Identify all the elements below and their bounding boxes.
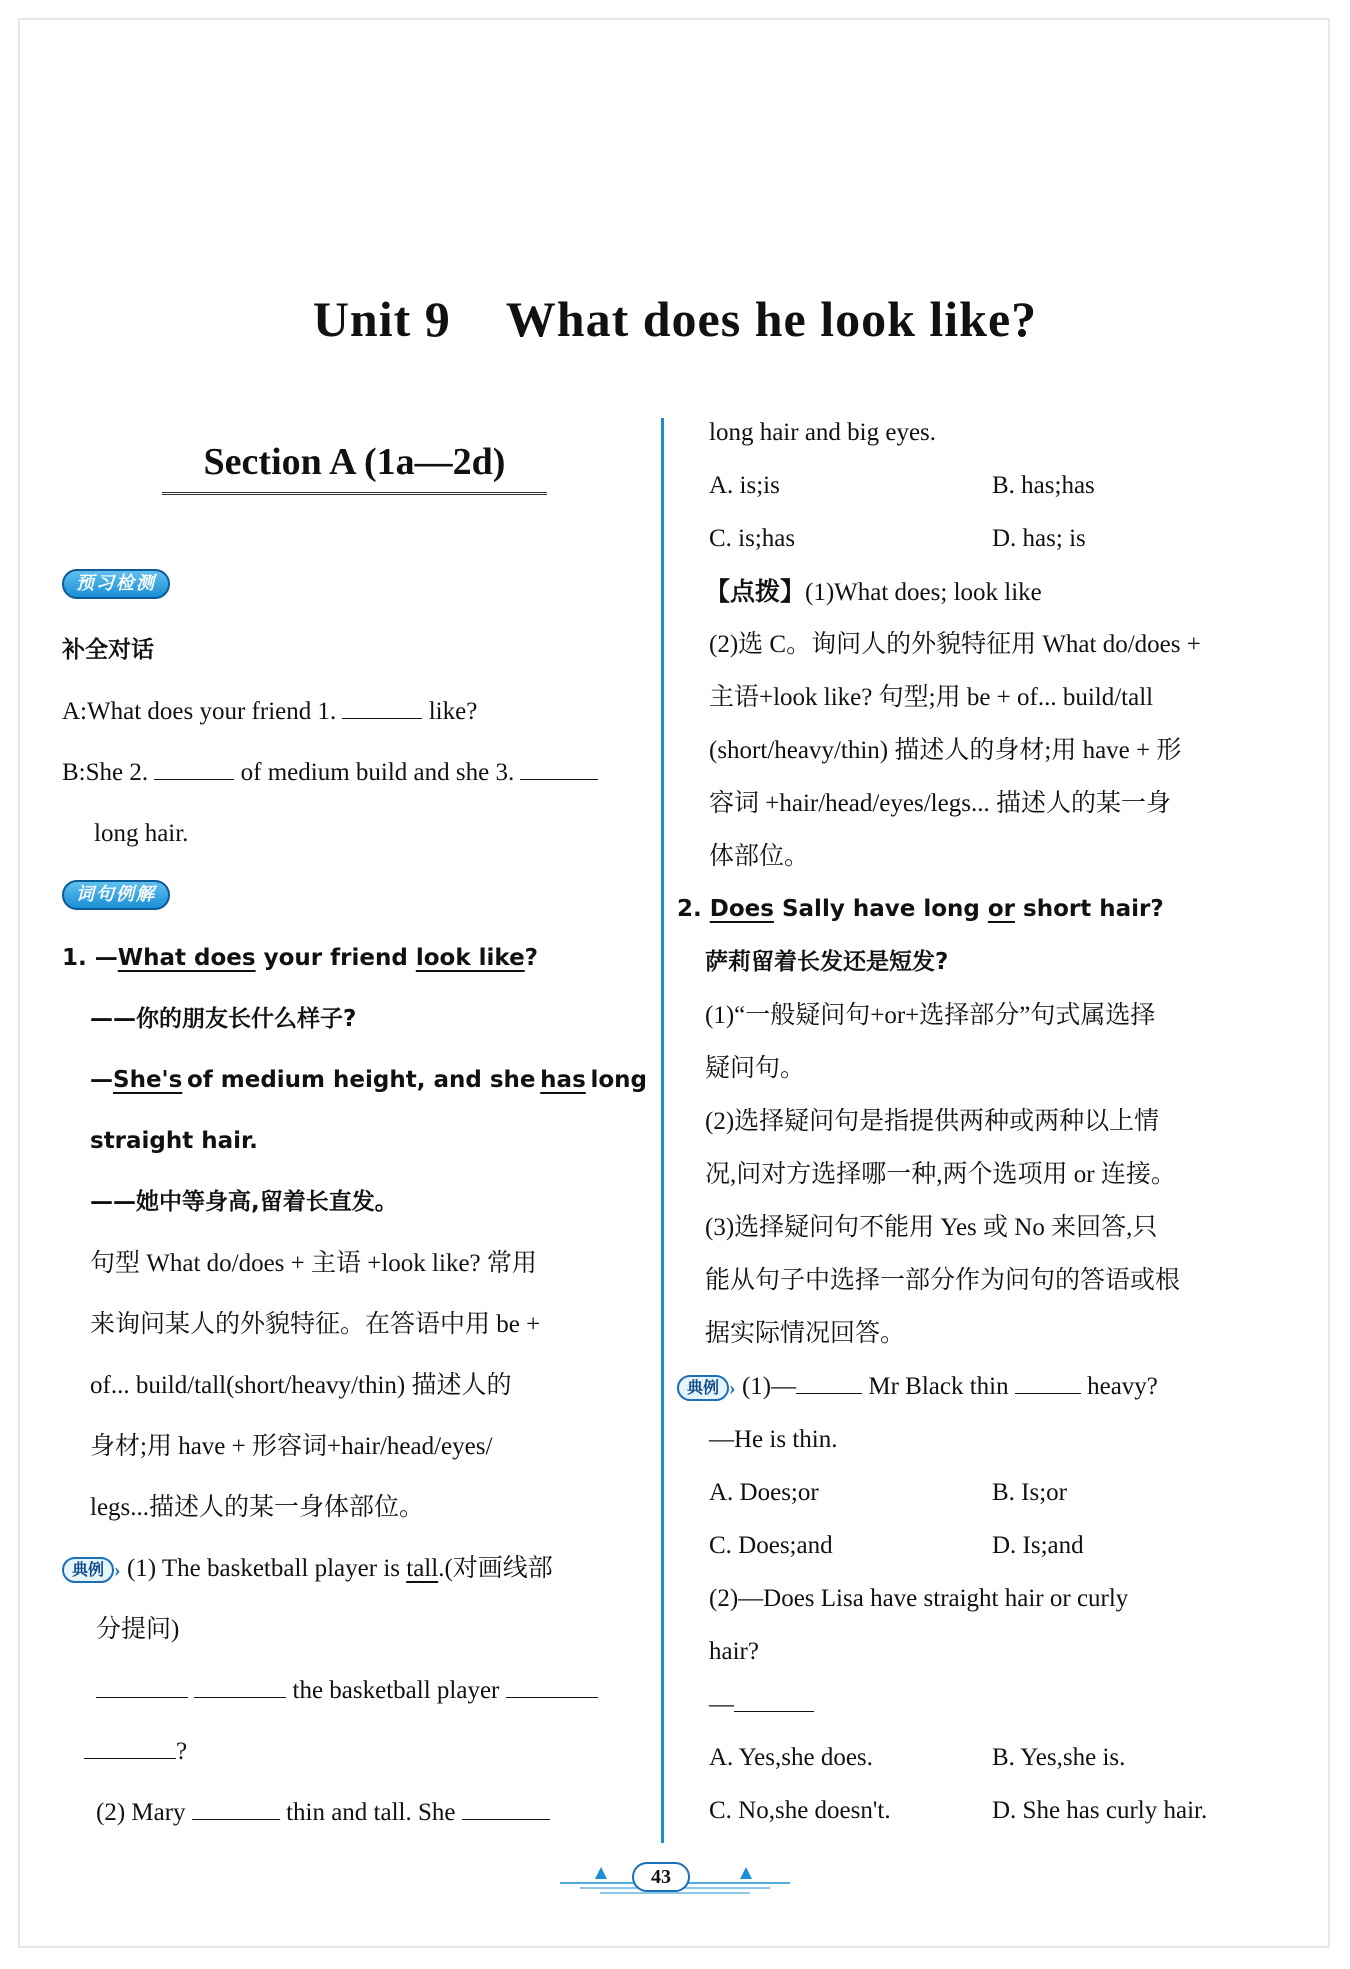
ans-end: long — [590, 1067, 647, 1093]
dialogue-b-mid: of medium build and she 3. — [240, 759, 515, 786]
dialogue-a-text: A:What does your friend 1. — [62, 698, 337, 725]
r-cont: long hair and big eyes. — [709, 419, 937, 446]
q2-end: short hair? — [1023, 896, 1164, 922]
e2-answer — [709, 1678, 814, 1731]
q1-answer-cn: ——她中等身高,留着长直发。 — [90, 1189, 398, 1215]
note-1: (1)“一般疑问句+or+选择部分”句式属选择 — [705, 1002, 1156, 1029]
q1-friend: your friend — [263, 945, 408, 971]
ans-mid: of medium height, and she — [186, 1067, 536, 1093]
option-d[interactable]: D. has; is — [992, 525, 1086, 552]
tip-label: 【点拨】 — [705, 577, 806, 606]
q1-what-does: What does — [117, 945, 256, 971]
dialogue-b — [62, 742, 598, 803]
q2-cn: 萨莉留着长发还是短发? — [705, 949, 949, 975]
e1-option-a[interactable]: A. Does;or — [709, 1479, 819, 1506]
e2-option-c[interactable]: C. No,she doesn't. — [709, 1797, 891, 1824]
explain-2: 来询问某人的外貌特征。在答语中用 be + — [90, 1311, 541, 1338]
explain-3: of... build/tall(short/heavy/thin) 描述人的 — [90, 1372, 512, 1399]
ex1-qmark: ? — [176, 1738, 188, 1765]
explain-4: 身材;用 have + 形容词+hair/head/eyes/ — [90, 1433, 493, 1460]
ans-shes: She's — [113, 1067, 183, 1093]
e1-option-b[interactable]: B. Is;or — [992, 1479, 1067, 1506]
tip-4: (short/heavy/thin) 描述人的身材;用 have + 形 — [709, 737, 1182, 764]
note-2: (2)选择疑问句是指提供两种或两种以上情 — [705, 1108, 1160, 1135]
ex2-blank-1[interactable] — [192, 1799, 280, 1820]
tip-6: 体部位。 — [709, 843, 810, 870]
tip-1: (1)What does; look like — [805, 579, 1042, 606]
fill-heading: 补全对话 — [62, 637, 154, 663]
q2-or: or — [987, 896, 1016, 922]
q2-number: 2. — [677, 896, 702, 922]
ans-dash: — — [90, 1067, 113, 1093]
q2-mid: Sally have long — [781, 896, 980, 922]
column-divider — [661, 418, 664, 1843]
preview-badge: 预习检测 — [62, 569, 170, 599]
dialogue-a-end: like? — [428, 698, 478, 725]
ex1-blank-1[interactable] — [96, 1677, 188, 1698]
tip-line-1 — [705, 565, 1042, 619]
q1-answer-cont: straight hair. — [90, 1128, 258, 1154]
q1-cn: ——你的朋友长什么样子? — [90, 1006, 357, 1032]
option-a[interactable]: A. is;is — [709, 472, 780, 499]
q2-does: Does — [709, 896, 774, 922]
ex1-blank-4[interactable] — [84, 1738, 176, 1759]
dialogue-a — [62, 681, 477, 742]
e2-blank[interactable] — [734, 1691, 814, 1712]
q1-dash: — — [94, 945, 118, 971]
e1-pre: (1)— — [741, 1373, 797, 1400]
explain-5: legs...描述人的某一身体部位。 — [90, 1494, 425, 1521]
tip-2: (2)选 C。询问人的外貌特征用 What do/does + — [709, 631, 1201, 658]
blank-2[interactable] — [154, 759, 234, 780]
ex1-tall: tall — [406, 1555, 439, 1582]
note-3: (3)选择疑问句不能用 Yes 或 No 来回答,只 — [705, 1214, 1158, 1241]
words-badge: 词句例解 — [62, 880, 170, 910]
e1-end: heavy? — [1087, 1373, 1158, 1400]
option-c[interactable]: C. is;has — [709, 525, 796, 552]
ex1-end — [84, 1721, 187, 1782]
e2-cont: hair? — [709, 1638, 759, 1665]
q1-qmark: ? — [524, 945, 539, 971]
q1-look-like: look like — [415, 945, 525, 971]
chevron-right-icon: › — [114, 1558, 121, 1581]
e1-answer: —He is thin. — [709, 1426, 838, 1453]
ex1-post: .(对画线部 — [438, 1555, 553, 1582]
star-icon — [595, 1867, 607, 1879]
q1-number: 1. — [62, 945, 87, 971]
ex2-blank-2[interactable] — [462, 1799, 550, 1820]
chevron-right-icon: › — [729, 1376, 736, 1399]
ex1-blank-3[interactable] — [506, 1677, 598, 1698]
q2-line — [677, 883, 1164, 936]
option-b[interactable]: B. has;has — [992, 472, 1095, 499]
ex1-text: (1) The basketball player is — [126, 1555, 400, 1582]
ex1-mid: the basketball player — [292, 1677, 500, 1704]
r-example-1 — [677, 1360, 1158, 1415]
e1-mid: Mr Black thin — [868, 1373, 1009, 1400]
tip-5: 容词 +hair/head/eyes/legs... 描述人的某一身 — [709, 790, 1171, 817]
explain-1: 句型 What do/does + 主语 +look like? 常用 — [90, 1250, 537, 1277]
e1-option-c[interactable]: C. Does;and — [709, 1532, 833, 1559]
e1-blank-2[interactable] — [1015, 1373, 1081, 1394]
page-number: 43 — [632, 1862, 690, 1892]
example-badge: 典例 — [62, 1557, 114, 1583]
tip-3: 主语+look like? 句型;用 be + of... build/tall — [709, 684, 1154, 711]
star-icon — [740, 1867, 752, 1879]
ex1-blank-2[interactable] — [194, 1677, 286, 1698]
q1-answer — [90, 1050, 647, 1111]
e1-blank-1[interactable] — [796, 1373, 862, 1394]
ex2-text: (2) Mary — [96, 1799, 186, 1826]
blank-1[interactable] — [342, 698, 422, 719]
dialogue-b-text: B:She 2. — [62, 759, 149, 786]
dialogue-b-cont: long hair. — [94, 820, 189, 847]
note-2b: 况,问对方选择哪一种,两个选项用 or 连接。 — [705, 1161, 1176, 1188]
unit-number: Unit 9 — [312, 291, 451, 347]
ex2-line — [96, 1782, 550, 1843]
note-3b: 能从句子中选择一部分作为问句的答语或根 — [705, 1267, 1181, 1294]
ex1-cont: 分提问) — [96, 1616, 180, 1643]
e2-line: (2)—Does Lisa have straight hair or curly — [709, 1585, 1129, 1612]
note-1b: 疑问句。 — [705, 1055, 806, 1082]
unit-title — [0, 290, 1350, 348]
note-3c: 据实际情况回答。 — [705, 1320, 906, 1347]
ans-has: has — [540, 1067, 586, 1093]
q1-line — [62, 928, 538, 989]
example-1 — [62, 1538, 553, 1601]
e1-option-d[interactable]: D. Is;and — [992, 1532, 1084, 1559]
unit-question: What does he look like? — [505, 291, 1038, 347]
section-title: Section A (1a—2d) — [162, 440, 547, 495]
e2-option-a[interactable]: A. Yes,she does. — [709, 1744, 873, 1771]
e2-option-d[interactable]: D. She has curly hair. — [992, 1797, 1208, 1824]
e2-dash: — — [709, 1691, 734, 1718]
blank-3[interactable] — [520, 759, 598, 780]
ex2-mid: thin and tall. She — [286, 1799, 456, 1826]
ex1-blanks — [96, 1660, 598, 1721]
example-badge-right: 典例 — [677, 1375, 729, 1401]
e2-option-b[interactable]: B. Yes,she is. — [992, 1744, 1126, 1771]
